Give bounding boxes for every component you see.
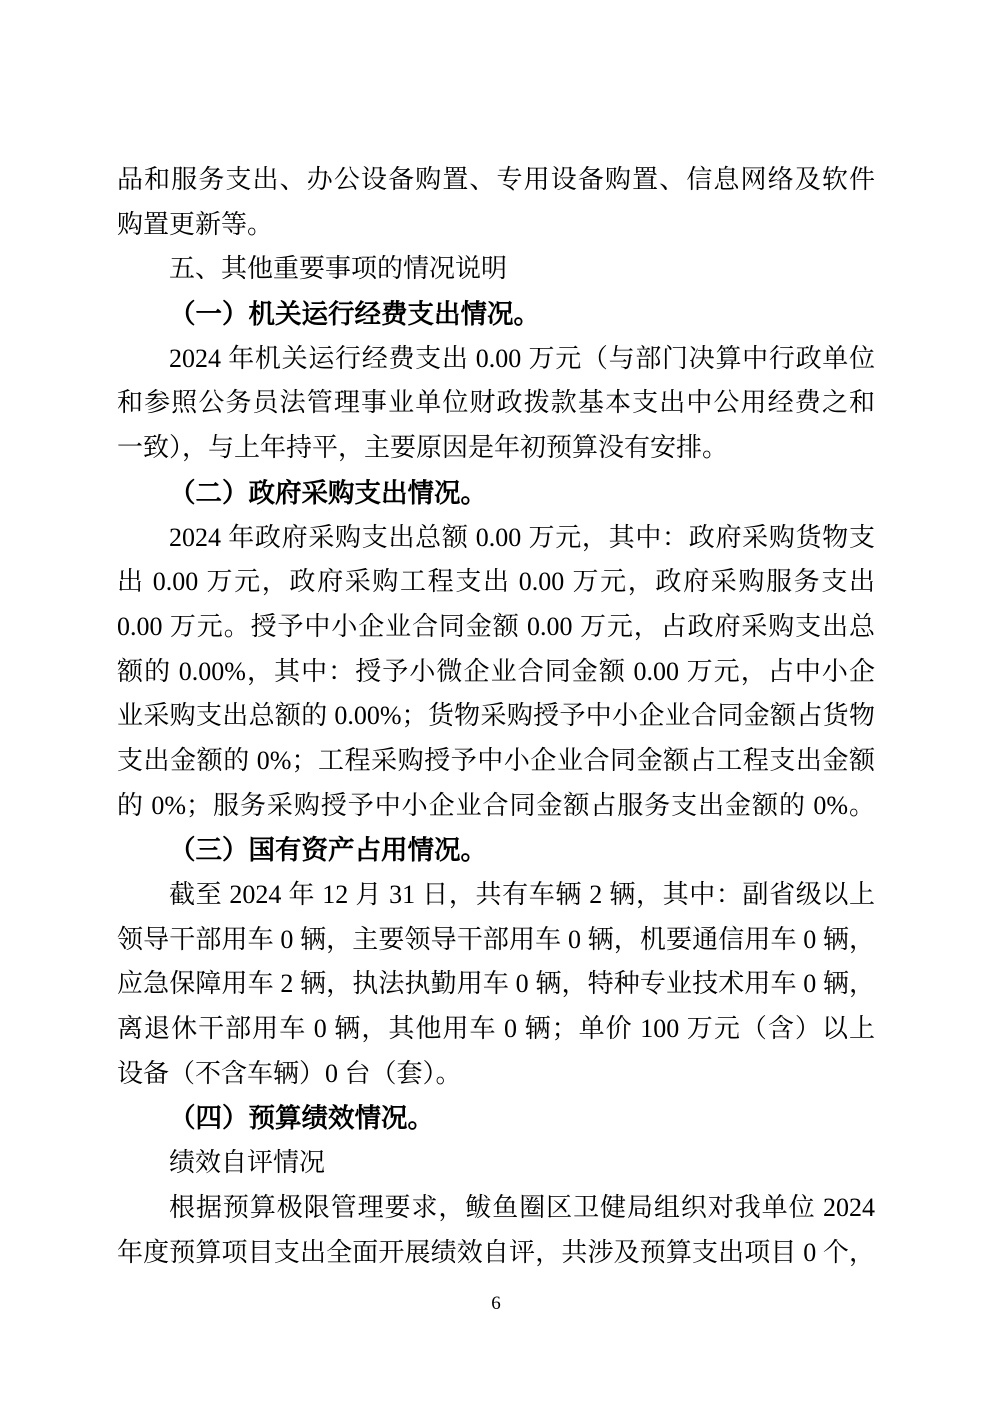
text-line: 支出金额的 0%；工程采购授予中小企业合同金额占工程支出金额 <box>117 745 875 775</box>
section-heading: （二）政府采购支出情况。 <box>169 477 487 508</box>
text-line: 设备（不含车辆）0 台（套）。 <box>117 1058 462 1088</box>
text-line: 离退休干部用车 0 辆，其他用车 0 辆；单价 100 万元（含）以上 <box>117 1014 875 1044</box>
text-line: 0.00 万元。授予中小企业合同金额 0.00 万元，占政府采购支出总 <box>117 611 875 641</box>
text-line: 2024 年政府采购支出总额 0.00 万元，其中：政府采购货物支 <box>169 522 875 552</box>
section-heading: （一）机关运行经费支出情况。 <box>169 299 540 330</box>
text-line: 出 0.00 万元，政府采购工程支出 0.00 万元，政府采购服务支出 <box>117 567 875 597</box>
text-line: 绩效自评情况 <box>169 1148 326 1178</box>
document-body <box>117 158 875 1275</box>
text-line: 年度预算项目支出全面开展绩效自评，共涉及预算支出项目 0 个， <box>117 1237 875 1267</box>
text-line: 的 0%；服务采购授予中小企业合同金额占服务支出金额的 0%。 <box>117 790 875 820</box>
page-number: 6 <box>491 1293 501 1314</box>
text-line: 购置更新等。 <box>117 209 274 239</box>
text-line: 五、其他重要事项的情况说明 <box>169 254 508 284</box>
section-heading: （三）国有资产占用情况。 <box>169 835 487 866</box>
text-line: 2024 年机关运行经费支出 0.00 万元（与部门决算中行政单位 <box>169 343 875 373</box>
text-line: 和参照公务员法管理事业单位财政拨款基本支出中公用经费之和 <box>117 388 875 418</box>
text-line: 一致），与上年持平，主要原因是年初预算没有安排。 <box>117 433 729 463</box>
text-line: 应急保障用车 2 辆，执法执勤用车 0 辆，特种专业技术用车 0 辆， <box>117 969 875 999</box>
text-line: 截至 2024 年 12 月 31 日，共有车辆 2 辆，其中：副省级以上 <box>169 880 875 909</box>
text-line: 额的 0.00%，其中：授予小微企业合同金额 0.00 万元，占中小企 <box>117 656 875 686</box>
text-line: 领导干部用车 0 辆，主要领导干部用车 0 辆，机要通信用车 0 辆， <box>117 924 875 954</box>
text-line: 根据预算极限管理要求，鲅鱼圈区卫健局组织对我单位 2024 <box>169 1192 875 1222</box>
section-heading: （四）预算绩效情况。 <box>169 1103 434 1134</box>
text-line: 品和服务支出、办公设备购置、专用设备购置、信息网络及软件 <box>117 165 875 194</box>
text-line: 业采购支出总额的 0.00%；货物采购授予中小企业合同金额占货物 <box>117 701 875 731</box>
